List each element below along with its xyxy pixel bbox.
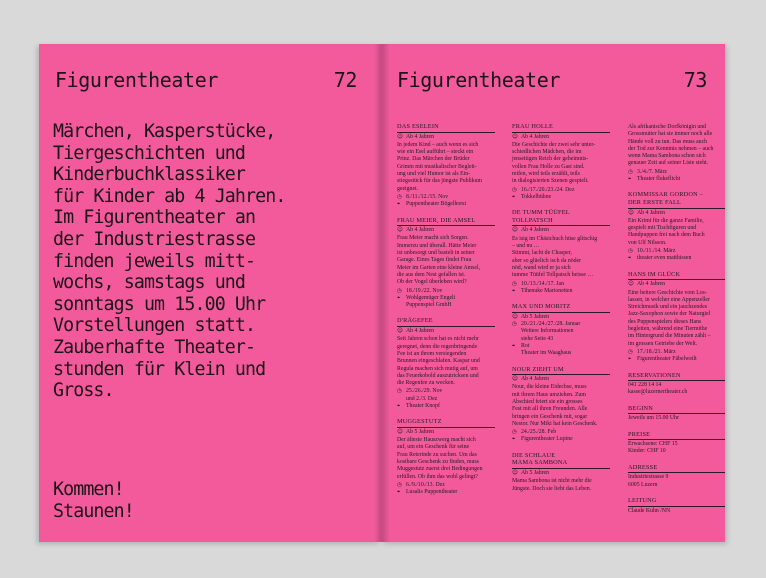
program-entry bbox=[628, 464, 725, 489]
info-text: 8./11./12./15. Nov bbox=[406, 193, 449, 200]
entry-title: D'RÄGEFEE bbox=[397, 317, 495, 327]
clock-icon: ◷ bbox=[512, 280, 517, 287]
info-text: 10./11./14. März bbox=[637, 248, 676, 255]
smiley-icon: ☺ bbox=[628, 209, 634, 216]
smiley-icon: ☺ bbox=[397, 133, 403, 140]
info-row bbox=[397, 288, 495, 295]
entry-description: In jedem Kind – auch wenn es sich wie ein Esel aufführt – steckt ein Prinz. Das Märchen der Brüder Grimm mit musikalischer Begleit- ung und viel Humor ist als Ein- stiegsstück für das jüngste Publikum geeignet. bbox=[397, 141, 483, 192]
entry-title: FRAU HOLLE bbox=[512, 123, 610, 133]
entry-description: Ein Krimi für die ganze Familie, gespielt mit Tischfiguren und Handpuppen frei nach dem Buch von Ulf Nilsson. bbox=[628, 217, 705, 246]
info-text: Wohlgemüger Engeli Puppenspiel GmbH bbox=[406, 294, 456, 309]
info-row bbox=[628, 210, 725, 217]
pin-icon: ⌖ bbox=[628, 255, 632, 262]
entry-title: DIE SCHLAUE MAMA SAMBONA bbox=[512, 452, 610, 469]
program-entry bbox=[512, 366, 610, 444]
entry-description: Nour, die kleine Eidechse, muss mit ihrem Haus umziehen. Zum Abschied feiert sie ein grosses Fest mit all ihren Freunden. Alle bringen ein Geschenk mit, sogar Nestor. Nur Miki hat kein Geschenk. bbox=[512, 384, 598, 427]
clock-icon: ◷ bbox=[397, 481, 402, 488]
entry-title: LEITUNG bbox=[628, 497, 725, 507]
info-row bbox=[397, 429, 495, 436]
program-entry bbox=[628, 405, 725, 423]
pin-icon: ⌖ bbox=[397, 201, 401, 208]
clock-icon: ◷ bbox=[628, 168, 633, 175]
info-row bbox=[397, 194, 495, 201]
program-entry bbox=[628, 191, 725, 262]
program-entry bbox=[628, 124, 725, 183]
clock-icon: ◷ bbox=[512, 321, 517, 328]
info-text: theater even matthissen bbox=[637, 255, 692, 262]
outro-text: Kommen! Staunen! bbox=[53, 479, 134, 522]
clock-icon: ◷ bbox=[512, 186, 517, 193]
info-text: Rot Theater im Waaghaus bbox=[521, 342, 572, 357]
entry-description: Industriestrasse 9 6005 Luzern bbox=[628, 474, 669, 488]
info-text: Ab 4 Jahren bbox=[406, 133, 435, 140]
spine-gutter bbox=[374, 44, 390, 542]
clock-icon: ◷ bbox=[397, 193, 402, 200]
entry-description: Frau Meier macht sich Sorgen. Immerzu und überall. Hätte Meier ist unbesorgt und bastelt in seiner Garage. Eines Tages findet Frau Meier im Garten eine kleine Amsel, die aus dem Nest gefallen ist. Ob der Vogel überleben wird? bbox=[397, 235, 481, 286]
pin-icon: ⌖ bbox=[397, 294, 401, 301]
entry-description: Der älteste Hauszwerg macht sich auf, um ein Geschenk für seine Frau Reterinde zu suchen. Um das kostbare Geschenk zu finden, muss Muggestutz zuerst drei Bedingungen erfüllen. Ob ihm das wohl gelingt? bbox=[397, 437, 483, 480]
info-row bbox=[397, 403, 495, 410]
entry-title: DAS ESELEIN bbox=[397, 123, 495, 133]
info-row bbox=[397, 227, 495, 234]
info-text: Ab 4 Jahren bbox=[521, 227, 550, 234]
pin-icon: ⌖ bbox=[628, 356, 632, 363]
program-entry bbox=[628, 431, 725, 456]
entry-title: PREISE bbox=[628, 431, 725, 441]
clock-icon: ◷ bbox=[628, 348, 633, 355]
smiley-icon: ☺ bbox=[512, 313, 518, 320]
info-text: Ab 5 Jahren bbox=[521, 313, 550, 320]
info-row bbox=[397, 328, 495, 335]
entry-description: Jeweils um 15.00 Uhr bbox=[628, 415, 679, 422]
info-text: Puppentheater Bögelhorst bbox=[406, 201, 467, 208]
info-text: Theater Knopf bbox=[406, 402, 440, 409]
info-row bbox=[512, 429, 610, 436]
info-text: Lusalis Puppentheater bbox=[406, 489, 458, 496]
entry-description: Eine heitere Geschichte vom Los- lassen, in welcher eine Appenzeller Streichmusik und ein jauchzendes Jazz-Saxophon sowie der Naturgiel des Puppenspielers dieses Hans begleiten, während eine Tiermithe im Hintergrund die Minuten zählt – im grossen Getriebe der Welt. bbox=[628, 289, 711, 347]
program-entry bbox=[512, 303, 610, 357]
info-text: 3./4./7. März bbox=[637, 168, 667, 175]
program-entry bbox=[628, 271, 725, 364]
info-row bbox=[628, 169, 725, 176]
info-row bbox=[512, 194, 610, 201]
entry-title: HANS IM GLÜCK bbox=[628, 271, 725, 281]
intro-text: Märchen, Kasperstücke, Tiergeschichten und Kinderbuchklassiker für Kinder ab 4 Jahren. Im Figurentheater an der Industriestrasse finden jeweils mitt- wochs, samstags und sonntags um 15.00 Uhr Vorstellungen statt. Zauberhafte Theater- stunden für Klein und Gross. bbox=[53, 121, 286, 402]
info-row bbox=[397, 201, 495, 208]
info-row bbox=[628, 349, 725, 356]
entry-title: NOUR ZIEHT UM bbox=[512, 366, 610, 376]
pin-icon: ⌖ bbox=[628, 176, 632, 183]
info-text: Ab 4 Jahren bbox=[521, 133, 550, 140]
info-text: 10./13./14./17. Jan bbox=[521, 280, 564, 287]
info-text: Figurentheater Fäbelweilt bbox=[637, 356, 697, 363]
info-text: Ab 4 Jahren bbox=[637, 281, 666, 288]
info-row bbox=[512, 321, 610, 343]
entry-title: BEGINN bbox=[628, 405, 725, 415]
entry-title: KOMMISSAR GORDON – DER ERSTE FALL bbox=[628, 191, 725, 208]
clock-icon: ◷ bbox=[628, 248, 633, 255]
smiley-icon: ☺ bbox=[512, 227, 518, 234]
info-text: 24./25./28. Feb bbox=[521, 429, 557, 436]
program-entry bbox=[397, 123, 495, 209]
smiley-icon: ☺ bbox=[397, 227, 403, 234]
info-text: Ab 5 Jahren bbox=[406, 428, 435, 435]
left-page bbox=[39, 44, 381, 542]
info-row bbox=[512, 376, 610, 383]
info-row bbox=[628, 255, 725, 262]
info-row bbox=[512, 187, 610, 194]
info-row bbox=[628, 356, 725, 363]
smiley-icon: ☺ bbox=[512, 376, 518, 383]
program-entry bbox=[628, 497, 725, 515]
info-row bbox=[512, 227, 610, 234]
pin-icon: ⌖ bbox=[397, 402, 401, 409]
entry-title: MAX UND MORITZ bbox=[512, 303, 610, 313]
info-row bbox=[512, 281, 610, 288]
pin-icon: ⌖ bbox=[397, 489, 401, 496]
clock-icon: ◷ bbox=[512, 429, 517, 436]
info-text: Tokkelbühne bbox=[521, 193, 552, 200]
info-text: 17./18./21. März bbox=[637, 348, 676, 355]
program-column-2 bbox=[512, 123, 610, 501]
entry-title: ADRESSE bbox=[628, 464, 725, 474]
entry-title: RESERVATIONEN bbox=[628, 372, 725, 382]
info-text: Ab 4 Jahren bbox=[521, 376, 550, 383]
entry-description: Seit Jahren schon hat es nicht mehr geregnet, denn die regenbringende Fee ist an ihrem versiegenden Brunnen eingeschlafen. Kaspar und Regula machen sich mutig auf, um das Feuerkobold auszutricksen und die Regenfee zu wecken. bbox=[397, 336, 480, 387]
entry-description: Die Geschichte der zwei sehr unter- schiedlichen Mädchen, die im jenseitigen Reich der geheimnis- vollen Frau Holle zu Gast sind. reifen, wird teils erzählt, teils in dialogisierten Szenen gespielt. bbox=[512, 141, 596, 185]
program-column-3 bbox=[628, 123, 725, 523]
info-text: Ab 5 Jahren bbox=[521, 469, 550, 476]
entry-description: Erwachsene: CHF 15 Kinder: CHF 10 bbox=[628, 441, 678, 455]
page-number: 73 bbox=[683, 68, 707, 92]
pin-icon: ⌖ bbox=[512, 436, 516, 443]
entry-title: MUGGESTUTZ bbox=[397, 418, 495, 428]
pin-icon: ⌖ bbox=[512, 342, 516, 349]
info-text: 18./19./22. Nov bbox=[406, 287, 443, 294]
info-row bbox=[512, 343, 610, 358]
info-text: Ab 4 Jahren bbox=[406, 227, 435, 234]
info-row bbox=[512, 134, 610, 141]
clock-icon: ◷ bbox=[397, 388, 402, 395]
info-row bbox=[397, 489, 495, 496]
info-text: 25./26./29. Nov und 2./3. Dez bbox=[406, 388, 443, 402]
page-title: Figurentheater bbox=[55, 68, 218, 92]
info-row bbox=[512, 470, 610, 477]
page-number: 72 bbox=[333, 68, 357, 92]
page-title: Figurentheater bbox=[397, 68, 560, 92]
program-entry bbox=[512, 209, 610, 295]
info-text: 6./9./10./13. Dez bbox=[406, 481, 445, 488]
smiley-icon: ☺ bbox=[512, 469, 518, 476]
info-text: Ab 4 Jahren bbox=[406, 328, 435, 335]
entry-description: Als afrikanische Dorfkönigin und Grossmutter hat sie immer noch alle Hände voll zu tun. Das muss auch der Tod zur Kenntnis nehmen – auch wenn Mama Sambona schon sich genauer Zeit auf seiner Liste steht. bbox=[628, 124, 714, 167]
smiley-icon: ☺ bbox=[397, 428, 403, 435]
entry-description: 041 228 14 14 kasse@luzernertheater.ch bbox=[628, 382, 688, 396]
info-row bbox=[628, 281, 725, 288]
clock-icon: ◷ bbox=[397, 287, 402, 294]
info-row bbox=[397, 295, 495, 310]
info-text: Tihenuke Marionetten bbox=[521, 287, 573, 294]
smiley-icon: ☺ bbox=[397, 328, 403, 335]
info-row bbox=[512, 314, 610, 321]
info-text: Ab 4 Jahren bbox=[637, 209, 666, 216]
smiley-icon: ☺ bbox=[628, 281, 634, 288]
pin-icon: ⌖ bbox=[512, 287, 516, 294]
info-row bbox=[628, 176, 725, 183]
program-entry bbox=[512, 452, 610, 493]
info-row bbox=[628, 248, 725, 255]
entry-description: Mama Sambona ist nicht mehr die Jüngste. Doch sie liebt das Leben. bbox=[512, 478, 592, 492]
info-row bbox=[397, 388, 495, 403]
program-entry bbox=[397, 317, 495, 410]
entry-title: FRAU MEIER, DIE AMSEL bbox=[397, 217, 495, 227]
info-text: Figurentheater Lupine bbox=[521, 436, 573, 443]
info-text: 20./21./24./27./28. Januar Weitere Informationen siehe Seite 43 bbox=[521, 321, 581, 342]
info-text: Theater flukeflicht bbox=[637, 176, 681, 183]
right-page bbox=[381, 44, 725, 542]
entry-title: DE TUMM TÜÜFEL TOLLPATSCH bbox=[512, 209, 610, 226]
program-entry bbox=[628, 372, 725, 397]
program-entry bbox=[512, 123, 610, 201]
info-row bbox=[512, 436, 610, 443]
program-entry bbox=[397, 217, 495, 310]
info-row bbox=[397, 482, 495, 489]
info-text: 16./17./20./23./24. Dez bbox=[521, 186, 575, 193]
entry-description: Claude Kuhn /NN bbox=[628, 507, 671, 514]
smiley-icon: ☺ bbox=[512, 133, 518, 140]
info-row bbox=[512, 288, 610, 295]
entry-description: Es isig im Chäsichuch hüse glitschig – und nu … Stimmt, lacht de Chasper, aber so glüelich isch da nöder nöd, wand wird er ja sich tumme Tüüfel Tollpatsch heisse … bbox=[512, 235, 598, 279]
info-row bbox=[397, 134, 495, 141]
program-column-1 bbox=[397, 123, 495, 505]
pin-icon: ⌖ bbox=[512, 193, 516, 200]
program-entry bbox=[397, 418, 495, 496]
